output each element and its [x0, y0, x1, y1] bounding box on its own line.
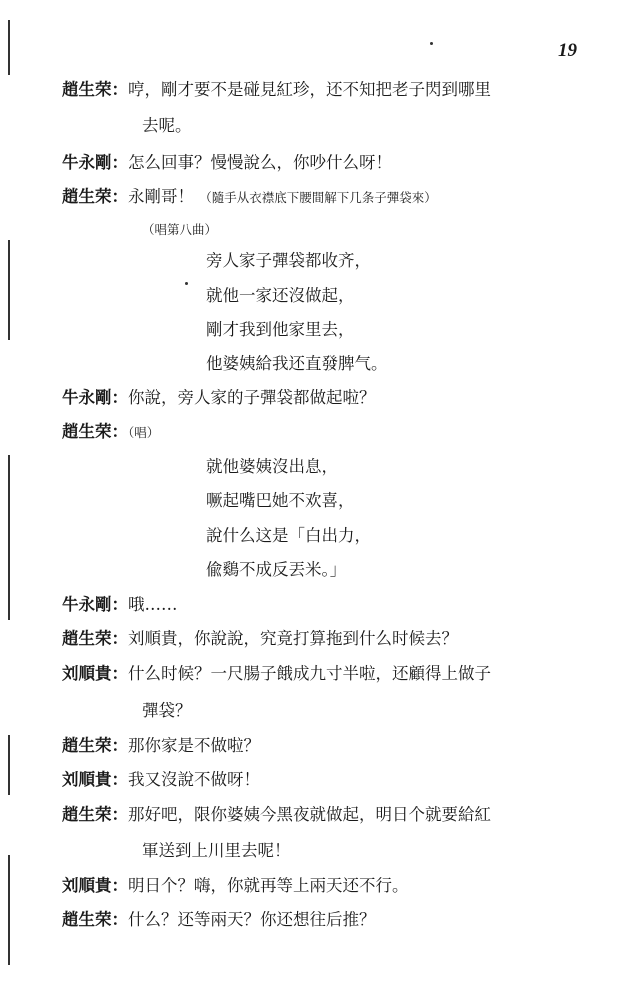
stage-direction: [142, 219, 217, 241]
verse-text: 噘起嘴巴她不欢喜，: [206, 491, 355, 510]
dialogue-line: [62, 152, 392, 174]
speaker-name: 趙生荣：: [62, 80, 128, 99]
speaker-name: 刘順貴：: [62, 770, 128, 789]
dialogue-line: [62, 628, 458, 650]
stage-direction: （唱）: [128, 425, 160, 440]
speaker-name: 趙生荣：: [62, 805, 128, 824]
speaker-name: 刘順貴：: [62, 664, 128, 683]
speaker-name: 牛永剛：: [62, 595, 128, 614]
dialogue-line: [62, 186, 437, 209]
speaker-name: 牛永剛：: [62, 388, 128, 407]
song-verse: [206, 285, 355, 307]
margin-rule: [8, 20, 10, 75]
dialogue-line: [62, 909, 376, 931]
scan-speck: [185, 282, 188, 285]
verse-text: 說什么这是「白出力，: [206, 526, 371, 545]
stage-direction: （隨手从衣襟底下腰間解下几条子彈袋來）: [199, 190, 437, 205]
dialogue-text: 什么时候？一尺腸子餓成九寸半啦，还顧得上做子: [128, 664, 491, 683]
margin-rule: [8, 455, 10, 620]
song-verse: [206, 456, 338, 478]
dialogue-text: 哦……: [128, 595, 178, 614]
dialogue-text: 你說，旁人家的子彈袋都做起啦？: [128, 388, 376, 407]
verse-text: 旁人家子彈袋都收齐，: [206, 251, 371, 270]
dialogue-line: [62, 663, 491, 685]
page-number: 19: [558, 40, 577, 61]
verse-text: 就他婆姨沒出息，: [206, 457, 338, 476]
dialogue-continuation: [142, 840, 291, 862]
dialogue-line: [62, 875, 409, 897]
song-verse: [206, 353, 388, 375]
stage-direction-text: （唱第八曲）: [142, 222, 218, 237]
song-verse: [206, 250, 371, 272]
dialogue-line: [62, 735, 260, 757]
speaker-name: 趙生荣：: [62, 629, 128, 648]
dialogue-text: 我又沒說不做呀！: [128, 770, 260, 789]
dialogue-text: 軍送到上川里去呢！: [142, 841, 291, 860]
speaker-name: 趙生荣：: [62, 910, 128, 929]
dialogue-text: 彈袋？: [142, 701, 192, 720]
verse-text: 剛才我到他家里去，: [206, 320, 355, 339]
margin-rule: [8, 735, 10, 795]
dialogue-continuation: [142, 115, 192, 137]
dialogue-text: 哼，剛才要不是碰見紅珍，还不知把老子閃到哪里: [128, 80, 491, 99]
song-verse: [206, 559, 346, 581]
dialogue-text: 明日个？嗨，你就再等上兩天还不行。: [128, 876, 409, 895]
speaker-name: 趙生荣：: [62, 422, 128, 441]
dialogue-line: [62, 804, 491, 826]
dialogue-text: 去呢。: [142, 116, 192, 135]
dialogue-text: 怎么回事？慢慢說么，你吵什么呀！: [128, 153, 392, 172]
speaker-name: 趙生荣：: [62, 187, 128, 206]
dialogue-continuation: [142, 700, 192, 722]
song-verse: [206, 490, 355, 512]
dialogue-text: 什么？还等兩天？你还想往后推？: [128, 910, 376, 929]
dialogue-line: [62, 387, 376, 409]
speaker-name: 牛永剛：: [62, 153, 128, 172]
dialogue-line: [62, 421, 159, 444]
dialogue-text: 那你家是不做啦？: [128, 736, 260, 755]
margin-rule: [8, 855, 10, 965]
scan-speck: [430, 42, 433, 45]
dialogue-line: [62, 79, 491, 101]
song-verse: [206, 319, 355, 341]
dialogue-text: 永剛哥！: [128, 187, 194, 206]
dialogue-text: 刘順貴，你說說，究竟打算拖到什么时候去？: [128, 629, 458, 648]
verse-text: 他婆姨給我还直發脾气。: [206, 354, 388, 373]
dialogue-line: [62, 769, 260, 791]
speaker-name: 趙生荣：: [62, 736, 128, 755]
verse-text: 就他一家还沒做起，: [206, 286, 355, 305]
dialogue-text: 那好吧，限你婆姨今黑夜就做起，明日个就要給紅: [128, 805, 491, 824]
song-verse: [206, 525, 371, 547]
verse-text: 偸鷄不成反丟米。」: [206, 560, 347, 579]
margin-rule: [8, 240, 10, 340]
speaker-name: 刘順貴：: [62, 876, 128, 895]
dialogue-line: [62, 594, 178, 616]
